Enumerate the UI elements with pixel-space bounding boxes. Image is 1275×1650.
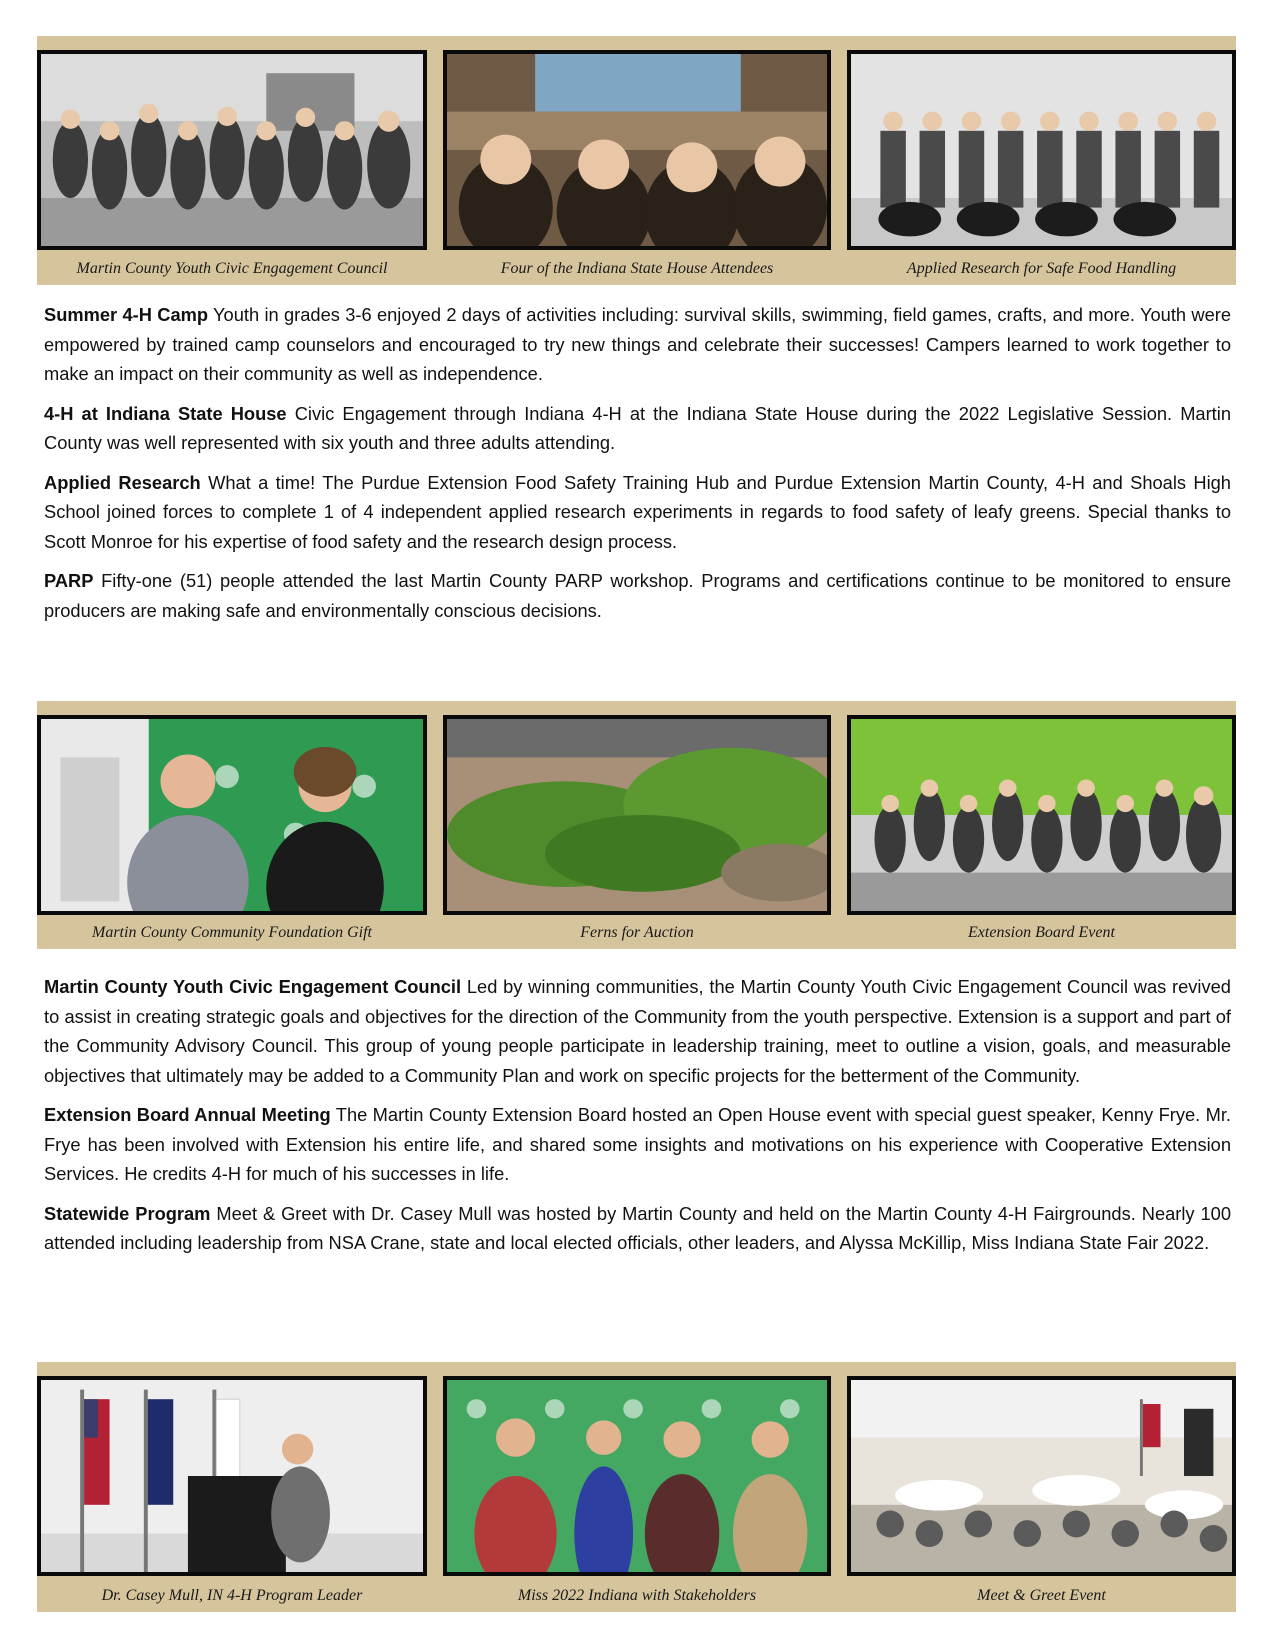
photo-caption: Ferns for Auction (580, 924, 694, 941)
section-body: Civic Engagement through Indiana 4-H at the Indiana State House during the 2022 Legislative Session. Martin County was well represented with six youth and three adults attending. (44, 402, 1231, 453)
section-title: Statewide Program (44, 1202, 211, 1224)
section-title: 4-H at Indiana State House (44, 402, 287, 424)
caption-row (37, 255, 1236, 283)
photo-caption: Applied Research for Safe Food Handling (906, 260, 1177, 277)
photo-band-bottom (37, 1362, 1236, 1612)
section-title: PARP (44, 570, 94, 591)
photo-band-middle (37, 701, 1236, 949)
photo-caption: Meet & Greet Event (977, 1587, 1106, 1604)
photo-ferns (443, 715, 831, 915)
section-title: Martin County Youth Civic Engagement Council (44, 976, 462, 997)
section-paragraph (44, 566, 1231, 625)
photo-state-house-attendees (443, 50, 831, 250)
photo-band-top (37, 36, 1236, 285)
photo-caption: Martin County Community Foundation Gift (92, 924, 372, 941)
photo-extension-board-event (847, 715, 1236, 915)
section-body: Fifty-one (51) people attended the last Martin County PARP workshop. Programs and certifications continue to be monitored to ensure producers are making safe and environmentally conscious decisions. (44, 570, 1231, 621)
photo-caption: Martin County Youth Civic Engagement Council (76, 260, 388, 277)
section-body: Youth in grades 3-6 enjoyed 2 days of activities including: survival skills, swimming, field games, crafts, and more. Youth were empowered by trained camp counselors and encouraged to try new things and celebrate their successes! Campers learned to work together to make an impact on their community as well as independence. (44, 304, 1232, 384)
photo-row (37, 50, 1236, 250)
section-paragraph (44, 300, 1231, 389)
text-block-2 (44, 972, 1231, 1268)
text-block-1 (44, 300, 1231, 635)
section-body: What a time! The Purdue Extension Food Safety Training Hub and Purdue Extension Martin County, 4-H and Shoals High School joined forces to complete 1 of 4 independent applied research experiments in regards to food safety of leafy greens. Special thanks to Scott Monroe for his expertise of food safety and the research design process. (44, 471, 1231, 552)
section-paragraph (44, 399, 1231, 458)
section-paragraph (44, 468, 1231, 557)
photo-row (37, 1376, 1236, 1576)
section-body: Led by winning communities, the Martin County Youth Civic Engagement Council was revived to assist in creating strategic goals and objectives for the direction of the Community from the youth perspective. Extension is a support and part of the Community Advisory Council. This group of young people participate in leadership training, meet to outline a vision, goals, and measurable objectives that ultimately may be added to a Community Plan and work on specific projects for the betterment of the Community. (44, 976, 1231, 1086)
section-title: Summer 4-H Camp (44, 304, 209, 325)
photo-miss-indiana-stakeholders (443, 1376, 831, 1576)
photo-casey-mull (37, 1376, 427, 1576)
section-paragraph (44, 1100, 1231, 1189)
caption-row (37, 1582, 1236, 1610)
photo-caption: Extension Board Event (968, 924, 1115, 941)
photo-caption: Four of the Indiana State House Attendees (500, 260, 774, 277)
photo-youth-council (37, 50, 427, 250)
photo-caption: Dr. Casey Mull, IN 4-H Program Leader (101, 1587, 363, 1604)
section-paragraph (44, 1199, 1231, 1258)
section-body: Meet & Greet with Dr. Casey Mull was hosted by Martin County and held on the Martin County 4-H Fairgrounds. Nearly 100 attended including leadership from NSA Crane, state and local elected officials, other leaders, and Alyssa McKillip, Miss Indiana State Fair 2022. (44, 1202, 1231, 1253)
caption-row (37, 919, 1236, 947)
section-paragraph (44, 972, 1231, 1090)
photo-food-safety-research (847, 50, 1236, 250)
photo-caption: Miss 2022 Indiana with Stakeholders (517, 1587, 757, 1604)
section-title: Extension Board Annual Meeting (44, 1104, 331, 1125)
section-body: The Martin County Extension Board hosted an Open House event with special guest speaker, Kenny Frye. Mr. Frye has been involved with Extension his entire life, and shared some insights and motivations on his experience with Cooperative Extension Services. He credits 4-H for much of his successes in life. (44, 1104, 1231, 1184)
photo-meet-and-greet (847, 1376, 1236, 1576)
photo-foundation-gift (37, 715, 427, 915)
section-title: Applied Research (44, 471, 201, 493)
photo-row (37, 715, 1236, 915)
